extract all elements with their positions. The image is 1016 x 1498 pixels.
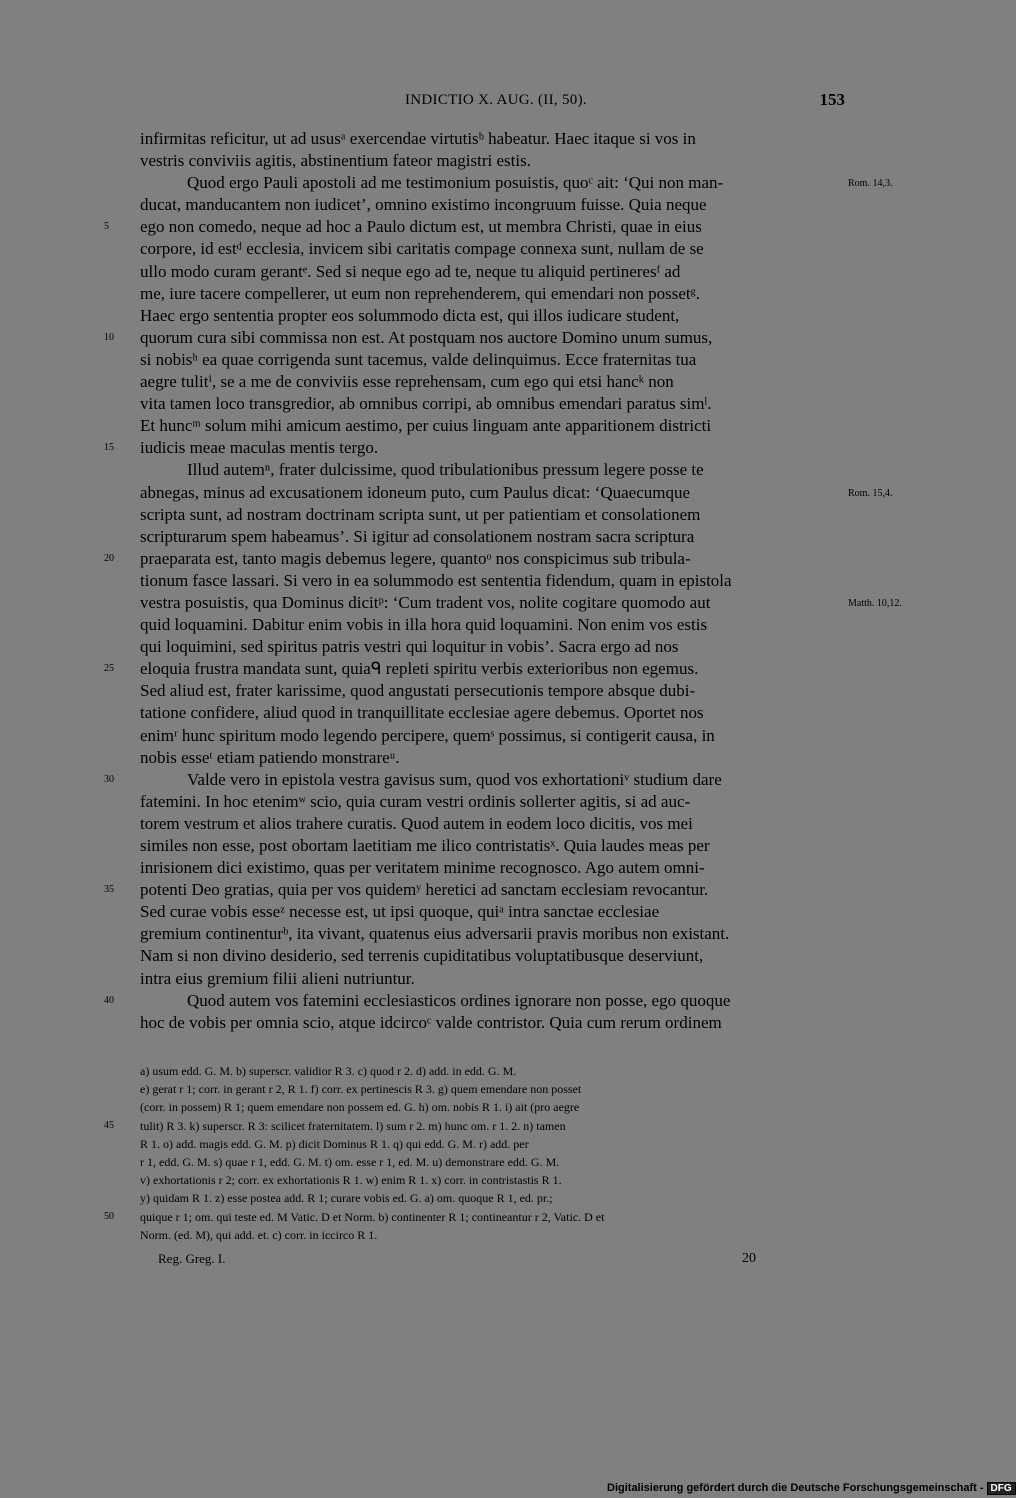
- text-line-content: Quod ergo Pauli apostoli ad me testimonium posuistis, quoᶜ ait: ‘Qui non man-: [187, 173, 724, 193]
- line-number: 10: [104, 331, 114, 343]
- footnote-content: e) gerat r 1; corr. in gerant r 2, R 1. f) corr. ex pertinescis R 3. g) quem emendare non posset: [140, 1082, 582, 1097]
- text-line: [140, 305, 845, 327]
- text-line-content: tionum fasce lassari. Si vero in ea solummodo est sententia fidendum, quam in epistola: [140, 570, 732, 590]
- footnote-line: [140, 1226, 845, 1244]
- text-line: [140, 482, 893, 504]
- margin-reference: Rom. 14,3.: [848, 178, 893, 190]
- text-line: [140, 283, 845, 305]
- text-line-content: potenti Deo gratias, quia per vos quidemʸ heretici ad sanctam ecclesiam revocantur.: [140, 880, 709, 900]
- text-line-content: si nobisʰ ea quae corrigenda sunt tacemus, valde delinquimus. Ecce fraternitas tua: [140, 349, 697, 369]
- footnote-content: quique r 1; om. qui teste ed. M Vatic. D et Norm. b) continenter R 1; contineantur r 2, Vatic. D et: [140, 1209, 605, 1224]
- line-number: 30: [104, 773, 114, 785]
- footnote-content: a) usum edd. G. M. b) superscr. validior R 3. c) quod r 2. d) add. in edd. G. M.: [140, 1064, 517, 1078]
- dfg-logo: DFG: [987, 1482, 1016, 1495]
- text-line: [140, 238, 845, 260]
- footnote-line: [140, 1171, 845, 1189]
- text-line-content: nobis esseᵗ etiam patiendo monstrareᵘ.: [140, 747, 400, 767]
- main-text: [104, 128, 902, 1034]
- text-line-content: abnegas, minus ad excusationem idoneum puto, cum Paulus dicat: ‘Quaecumque: [140, 482, 691, 502]
- text-line-content: aegre tulitⁱ, se a me de conviviis esse reprehensam, cum ego qui etsi hancᵏ non: [140, 372, 674, 392]
- text-line-content: Illud autemⁿ, frater dulcissime, quod tribulationibus pressum legere posse te: [187, 460, 704, 480]
- text-line-content: ullo modo curam gerantᵉ. Sed si neque ego ad te, neque tu aliquid pertineresᶠ ad: [140, 261, 681, 281]
- footnote-line: [140, 1189, 845, 1207]
- text-line: [140, 835, 845, 857]
- footnote-content: Norm. (ed. M), qui add. et. c) corr. in iccirco R 1.: [140, 1227, 378, 1242]
- text-line-content: qui loquimini, sed spiritus patris vestri qui loquitur in vobis’. Sacra ergo ad nos: [140, 637, 679, 657]
- text-line: [140, 393, 845, 415]
- text-line-content: Haec ergo sententia propter eos solummodo dicta est, qui illos iudicare student,: [140, 305, 680, 325]
- text-line: [104, 216, 845, 238]
- text-line: [140, 702, 845, 724]
- line-number: 20: [104, 552, 114, 564]
- text-line-content: Et huncᵐ solum mihi amicum aestimo, per cuius linguam ante apparitionem districti: [140, 416, 712, 436]
- text-line-content: vita tamen loco transgredior, ab omnibus corripi, ab omnibus emendari paratus simˡ.: [140, 394, 712, 414]
- footnote-content: v) exhortationis r 2; corr. ex exhortationis R 1. w) enim R 1. x) corr. in contristastis R 1.: [140, 1173, 562, 1188]
- footnote-line: [140, 1153, 845, 1171]
- text-line-content: gremium continenturᵇ, ita vivant, quatenus eius adversarii pravis moribus non existant.: [140, 924, 730, 944]
- dfg-notice: [607, 1482, 1016, 1495]
- text-line-content: Sed aliud est, frater karissime, quod angustati persecutionis tempore absque dubi-: [140, 681, 696, 701]
- text-line: [140, 813, 845, 835]
- text-line: [140, 680, 845, 702]
- text-line-content: vestris conviviis agitis, abstinentium fateor magistri estis.: [140, 151, 531, 171]
- text-line: [104, 990, 845, 1012]
- text-line-content: intra eius gremium filii alieni nutriuntur.: [140, 968, 415, 988]
- text-line: [140, 172, 893, 194]
- footnote-line: [104, 1117, 845, 1135]
- sheet-number: 20: [742, 1251, 756, 1266]
- line-number: 5: [104, 221, 109, 233]
- text-line-content: infirmitas reficitur, ut ad ususᵃ exercendae virtutisᵇ habeatur. Haec itaque si vos in: [140, 129, 696, 148]
- text-line: [140, 570, 845, 592]
- footnote-content: (corr. in possem) R 1; quem emendare non possem ed. G. h) om. nobis R 1. i) ait (pro aegre: [140, 1100, 580, 1115]
- line-number: 50: [104, 1210, 114, 1222]
- footnote-content: y) quidam R 1. z) esse postea add. R 1; curare vobis ed. G. a) om. quoque R 1, ed. pr.;: [140, 1191, 553, 1206]
- text-line: [140, 923, 845, 945]
- text-line-content: ego non comedo, neque ad hoc a Paulo dictum est, ut membra Christi, quae in eius: [140, 217, 702, 237]
- text-line: [104, 879, 845, 901]
- dfg-notice-text: Digitalisierung gefördert durch die Deutsche Forschungsgemeinschaft -: [607, 1482, 984, 1494]
- footnotes: [104, 1062, 845, 1244]
- text-line-content: corpore, id estᵈ ecclesia, invicem sibi caritatis compage connexa sunt, nullam de se: [140, 239, 704, 259]
- text-line: [104, 658, 845, 680]
- text-line-content: hoc de vobis per omnia scio, atque idcircoᶜ valde contristor. Quia cum rerum ordinem: [140, 1012, 722, 1032]
- footnote-line: [104, 1208, 845, 1226]
- line-number: 15: [104, 442, 114, 454]
- text-line-content: quorum cura sibi commissa non est. At postquam nos auctore Domino unum sumus,: [140, 327, 713, 347]
- text-line-content: me, iure tacere compellerer, ut eum non reprehenderem, qui emendari non possetᵍ.: [140, 283, 701, 303]
- text-line: [140, 415, 845, 437]
- text-line: [140, 128, 845, 150]
- text-line-content: praeparata est, tanto magis debemus legere, quantoᵒ nos conspicimus sub tribula-: [140, 548, 691, 568]
- text-line: [140, 194, 845, 216]
- text-line: [140, 857, 845, 879]
- text-line: [140, 791, 845, 813]
- text-line-content: scripta sunt, ad nostram doctrinam scripta sunt, ut per patientiam et consolationem: [140, 504, 701, 524]
- text-line-content: vestra posuistis, qua Dominus dicitᵖ: ‘Cum tradent vos, nolite cogitare quomodo aut: [140, 592, 711, 612]
- page-number: 153: [819, 90, 845, 109]
- text-line-content: ducat, manducantem non iudicet’, omnino existimo incongruum fuisse. Quia neque: [140, 195, 707, 215]
- text-line: [140, 945, 845, 967]
- line-number: 35: [104, 884, 114, 896]
- text-line: [140, 371, 845, 393]
- text-line-content: inrisionem dici existimo, quas per veritatem minime recognosco. Ago autem omni-: [140, 858, 705, 878]
- text-line-content: Sed curae vobis esseᶻ necesse est, ut ipsi quoque, quiᵃ intra sanctae ecclesiae: [140, 902, 660, 922]
- text-line: [140, 349, 845, 371]
- text-line-content: fatemini. In hoc etenimʷ scio, quia curam vestri ordinis sollerter agitis, si ad auc-: [140, 791, 691, 811]
- text-line: [140, 636, 845, 658]
- footnote-content: R 1. o) add. magis edd. G. M. p) dicit Dominus R 1. q) qui edd. G. M. r) add. per: [140, 1136, 529, 1151]
- line-number: 45: [104, 1119, 114, 1131]
- text-line: [140, 150, 845, 172]
- footnote-line: [140, 1062, 845, 1080]
- text-line: [140, 1012, 845, 1034]
- text-line: [140, 261, 845, 283]
- text-line-content: scripturarum spem habeamus’. Si igitur ad consolationem nostram sacra scriptura: [140, 526, 695, 546]
- margin-reference: Rom. 15,4.: [848, 487, 893, 499]
- text-line-content: Valde vero in epistola vestra gavisus sum, quod vos exhortationiᵛ studium dare: [187, 769, 722, 789]
- text-line: [140, 968, 845, 990]
- text-line-content: similes non esse, post obortam laetitiam me ilico contristatisˣ. Quia laudes meas per: [140, 836, 710, 855]
- running-header: [140, 92, 845, 112]
- text-line-content: Nam si non divino desiderio, sed terrenis cupiditatibus voluptatibusque deserviunt,: [140, 946, 704, 966]
- signature-mark: Reg. Greg. I.: [158, 1251, 226, 1266]
- footnote-line: [140, 1135, 845, 1153]
- header-title: INDICTIO X. AUG. (II, 50).: [405, 92, 587, 108]
- footnote-content: tulit) R 3. k) superscr. R 3: scilicet fraternitatem. l) sum r 2. m) hunc om. r 1. 2. n) tamen: [140, 1118, 566, 1133]
- text-line: [140, 592, 902, 614]
- text-line: [140, 725, 845, 747]
- text-line: [140, 504, 845, 526]
- text-line-content: Quod autem vos fatemini ecclesiasticos ordines ignorare non posse, ego quoque: [187, 990, 731, 1010]
- text-line: [104, 437, 845, 459]
- footnote-line: [140, 1098, 845, 1116]
- text-line: [140, 459, 845, 481]
- text-line: [140, 747, 845, 769]
- margin-reference: Matth. 10,12.: [848, 597, 902, 609]
- text-line: [140, 901, 845, 923]
- text-line: [140, 614, 845, 636]
- footnote-content: r 1, edd. G. M. s) quae r 1, edd. G. M. t) om. esse r 1, ed. M. u) demonstrare edd. G. M.: [140, 1154, 560, 1169]
- text-line: [104, 548, 845, 570]
- line-number: 25: [104, 663, 114, 675]
- text-line-content: quid loquamini. Dabitur enim vobis in illa hora quid loquamini. Non enim vos estis: [140, 615, 708, 635]
- text-line-content: tatione confidere, aliud quod in tranquillitate ecclesiae agere debemus. Oportet nos: [140, 703, 704, 723]
- text-line-content: enimʳ hunc spiritum modo legendo percipere, quemˢ possimus, si contigerit causa, in: [140, 725, 715, 745]
- text-line: [140, 526, 845, 548]
- text-line-content: torem vestrum et alios trahere curatis. Quod autem in eodem loco dicitis, vos mei: [140, 813, 693, 833]
- text-line: [104, 327, 845, 349]
- text-line-content: iudicis meae maculas mentis tergo.: [140, 438, 379, 458]
- footnote-line: [140, 1080, 845, 1098]
- text-line: [104, 769, 845, 791]
- text-line-content: eloquia frustra mandata sunt, quiaᑫ repleti spiritu verbis exterioribus non egemus.: [140, 659, 699, 679]
- line-number: 40: [104, 994, 114, 1006]
